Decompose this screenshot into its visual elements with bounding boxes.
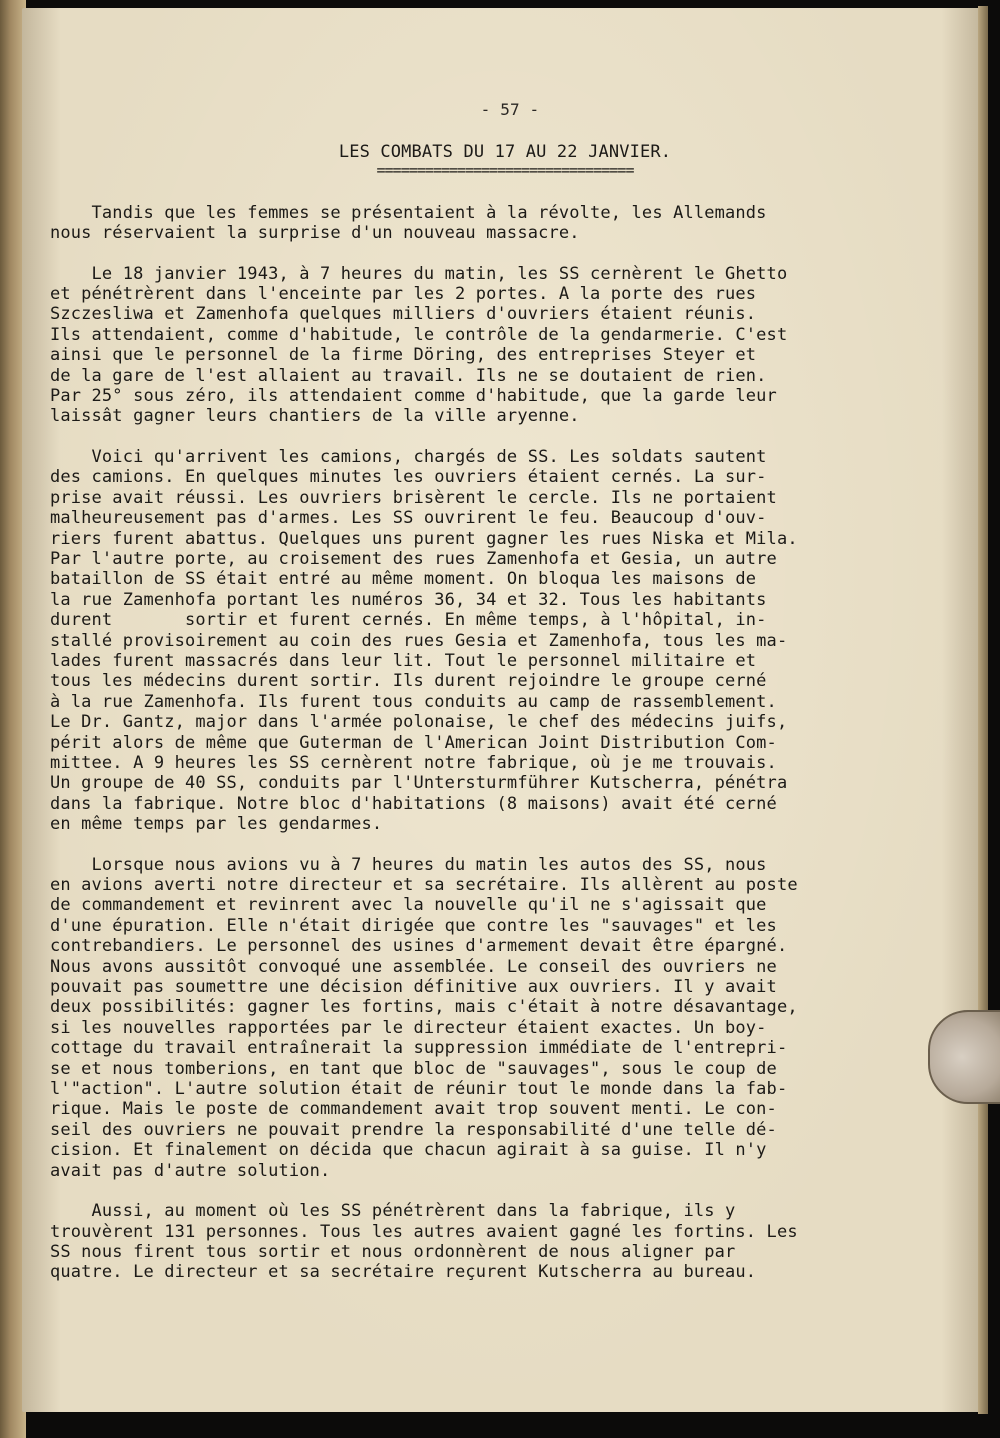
text-line: cottage du travail entraînerait la suppression immédiate de l'entrepri- xyxy=(50,1038,788,1059)
text-line: bataillon de SS était entré au même moment. On bloqua les maisons de xyxy=(50,569,757,590)
text-line: nous réservaient la surprise d'un nouveau massacre. xyxy=(50,223,580,244)
text-line: Tandis que les femmes se présentaient à la révolte, les Allemands xyxy=(50,202,767,223)
paragraph xyxy=(50,203,930,244)
text-line: Le 18 janvier 1943, à 7 heures du matin, les SS cernèrent le Ghetto xyxy=(50,263,788,284)
text-line: de la gare de l'est allaient au travail. Ils ne se doutaient de rien. xyxy=(50,365,767,386)
text-line: riers furent abattus. Quelques uns purent gagner les rues Niska et Mila. xyxy=(50,528,798,549)
title-underline: ================================ xyxy=(376,160,634,179)
text-line: trouvèrent 131 personnes. Tous les autres avaient gagné les fortins. Les xyxy=(50,1221,798,1242)
text-line: avait pas d'autre solution. xyxy=(50,1160,331,1181)
text-line: pouvait pas soumettre une décision définitive aux ouvriers. Il y avait xyxy=(50,977,777,998)
text-line: d'une épuration. Elle n'était dirigée que contre les "sauvages" et les xyxy=(50,915,777,936)
text-line: durent sortir et furent cernés. En même temps, à l'hôpital, in- xyxy=(50,610,767,631)
text-line: et pénétrèrent dans l'enceinte par les 2 portes. A la porte des rues xyxy=(50,284,757,305)
text-line: deux possibilités: gagner les fortins, mais c'était à notre désavantage, xyxy=(50,997,798,1018)
page-content xyxy=(50,100,930,1303)
text-line: l'"action". L'autre solution était de réunir tout le monde dans la fab- xyxy=(50,1079,788,1100)
text-line: de commandement et revinrent avec la nouvelle qu'il ne s'agissait que xyxy=(50,895,767,916)
text-line: malheureusement pas d'armes. Les SS ouvrirent le feu. Beaucoup d'ouv- xyxy=(50,508,767,529)
text-line: seil des ouvriers ne pouvait prendre la responsabilité d'une telle dé- xyxy=(50,1119,777,1140)
text-line: Un groupe de 40 SS, conduits par l'Untersturmführer Kutscherra, pénétra xyxy=(50,773,788,794)
text-line: mittee. A 9 heures les SS cernèrent notre fabrique, où je me trouvais. xyxy=(50,752,777,773)
text-line: Par l'autre porte, au croisement des rues Zamenhofa et Gesia, un autre xyxy=(50,548,777,569)
text-line: contrebandiers. Le personnel des usines d'armement devait être épargné. xyxy=(50,936,788,957)
text-line: en avions averti notre directeur et sa secrétaire. Ils allèrent au poste xyxy=(50,875,798,895)
text-line: se et nous tomberions, en tant que bloc de "sauvages", sous le coup de xyxy=(50,1058,777,1079)
text-line: rique. Mais le poste de commandement avait trop souvent menti. Le con- xyxy=(50,1099,777,1120)
paragraph xyxy=(50,447,930,835)
text-line: des camions. En quelques minutes les ouvriers étaient cernés. La sur- xyxy=(50,467,767,488)
text-line: Voici qu'arrivent les camions, chargés de SS. Les soldats sautent xyxy=(50,446,767,467)
text-line: Lorsque nous avions vu à 7 heures du matin les autos des SS, nous xyxy=(50,854,767,875)
text-line: Nous avons aussitôt convoqué une assemblée. Le conseil des ouvriers ne xyxy=(50,956,777,977)
paragraph xyxy=(50,855,930,1182)
text-line: Szczesliwa et Zamenhofa quelques milliers d'ouvriers étaient réunis. xyxy=(50,304,757,325)
text-line: Aussi, au moment où les SS pénétrèrent dans la fabrique, ils y xyxy=(50,1201,736,1222)
text-line: si les nouvelles rapportées par le directeur étaient exactes. Un boy- xyxy=(50,1017,767,1038)
text-line: Ils attendaient, comme d'habitude, le contrôle de la gendarmerie. C'est xyxy=(50,324,788,345)
text-line: périt alors de même que Guterman de l'American Joint Distribution Com- xyxy=(50,732,777,753)
text-line: cision. Et finalement on décida que chacun agirait à sa guise. Il n'y xyxy=(50,1140,767,1161)
text-line: ainsi que le personnel de la firme Döring, des entreprises Steyer et xyxy=(50,345,757,366)
text-line: prise avait réussi. Les ouvriers brisèrent le cercle. Ils ne portaient xyxy=(50,487,777,508)
scanner-finger xyxy=(928,1010,1000,1104)
text-line: Par 25° sous zéro, ils attendaient comme d'habitude, que la garde leur xyxy=(50,386,777,407)
text-line: tous les médecins durent sortir. Ils durent rejoindre le groupe cerné xyxy=(50,671,767,692)
page-number: - 57 - xyxy=(480,100,540,119)
text-line: lades furent massacrés dans leur lit. Tout le personnel militaire et xyxy=(50,650,757,671)
page-stack-edge xyxy=(978,6,988,1414)
text-line: à la rue Zamenhofa. Ils furent tous conduits au camp de rassemblement. xyxy=(50,691,777,712)
text-line: en même temps par les gendarmes. xyxy=(50,814,383,835)
chapter-title: LES COMBATS DU 17 AU 22 JANVIER. xyxy=(338,142,672,163)
text-line: dans la fabrique. Notre bloc d'habitations (8 maisons) avait été cerné xyxy=(50,793,777,814)
body-text xyxy=(50,203,930,1283)
text-line: quatre. Le directeur et sa secrétaire reçurent Kutscherra au bureau. xyxy=(50,1262,757,1283)
text-line: Le Dr. Gantz, major dans l'armée polonaise, le chef des médecins juifs, xyxy=(50,712,788,733)
text-line: la rue Zamenhofa portant les numéros 36, 34 et 32. Tous les habitants xyxy=(50,589,767,610)
text-line: SS nous firent tous sortir et nous ordonnèrent de nous aligner par xyxy=(50,1241,736,1262)
text-line: stallé provisoirement au coin des rues Gesia et Zamenhofa, tous les ma- xyxy=(50,630,788,651)
paragraph xyxy=(50,1201,930,1283)
text-line: laissât gagner leurs chantiers de la ville aryenne. xyxy=(50,406,580,427)
paragraph xyxy=(50,264,930,427)
